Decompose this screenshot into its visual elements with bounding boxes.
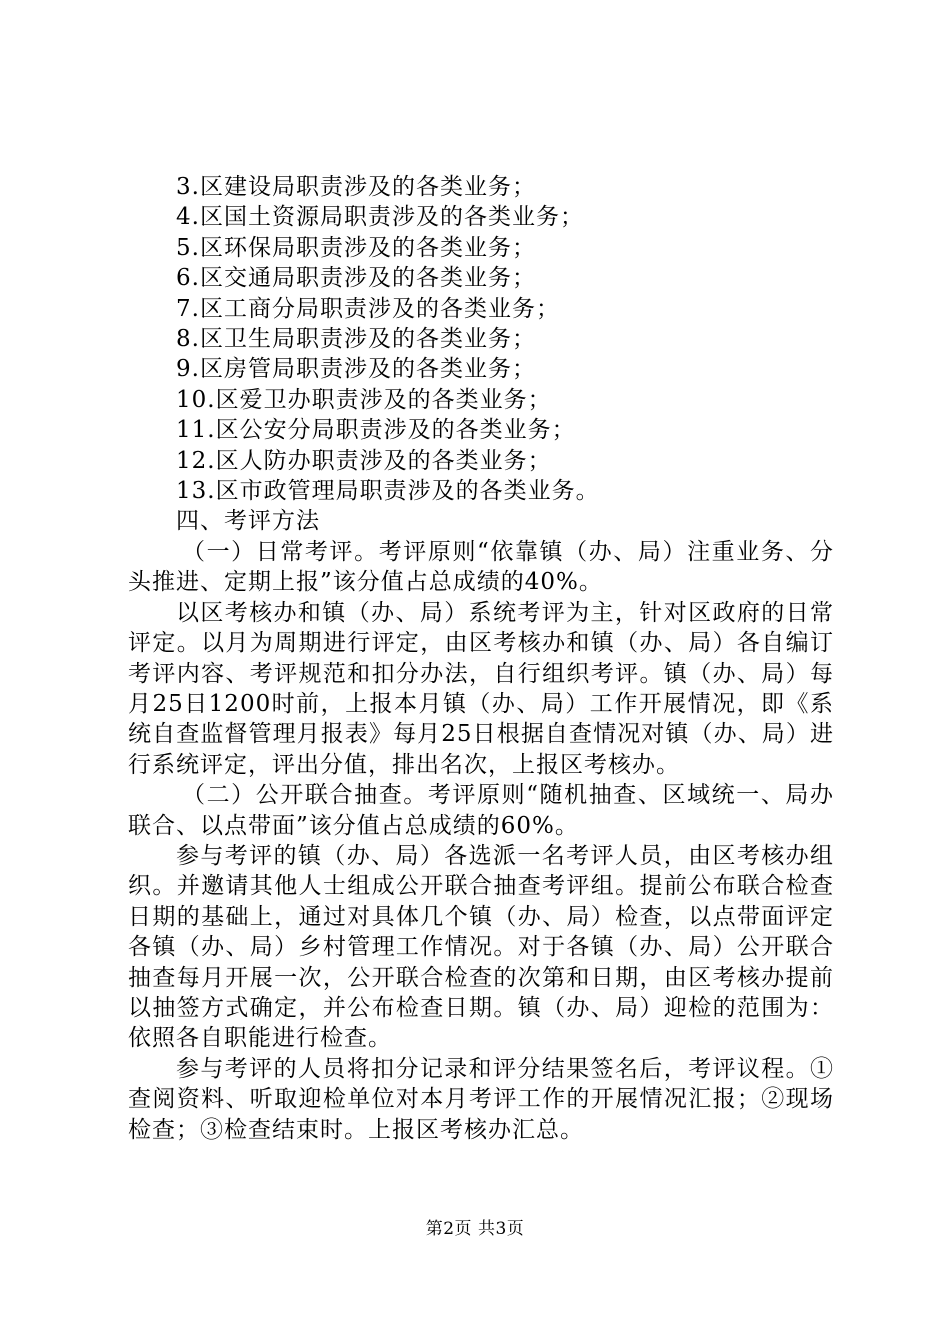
paragraph-daily-assessment-detail: 以区考核办和镇（办、局）系统考评为主，针对区政府的日常评定。以月为周期进行评定，由区考核办和镇（办、局）各自编订考评内容、考评规范和扣分办法，自行组织考评。镇（办、局）每月25日1200时前，上报本月镇（办、局）工作开展情况，即《系统自查监督管理月报表》每月25日根据自查情况对镇（办、局）进行系统评定，评出分值，排出名次，上报区考核办。 <box>128 599 834 778</box>
duty-list <box>128 172 834 506</box>
list-item: 12.区人防办职责涉及的各类业务； <box>176 447 552 474</box>
list-item: 10.区爱卫办职责涉及的各类业务； <box>176 386 552 413</box>
list-item: 9.区房管局职责涉及的各类业务； <box>176 356 536 383</box>
list-item: 4.区国土资源局职责涉及的各类业务； <box>176 204 584 231</box>
list-item: 3.区建设局职责涉及的各类业务； <box>176 174 536 200</box>
page-number-footer: 第2页 共3页 <box>425 1219 525 1239</box>
paragraph-assessment-procedure: 参与考评的人员将扣分记录和评分结果签名后，考评议程。①查阅资料、听取迎检单位对本月考评工作的开展情况汇报；②现场检查；③检查结束时。上报区考核办汇总。 <box>128 1055 834 1143</box>
section-heading: 四、考评方法 <box>176 508 320 535</box>
document-body <box>128 172 834 1145</box>
list-item: 6.区交通局职责涉及的各类业务； <box>176 265 536 292</box>
paragraph-daily-assessment: （一）日常考评。考评原则“依靠镇（办、局）注重业务、分头推进、定期上报”该分值占总成绩的40%。 <box>128 538 834 596</box>
list-item: 11.区公安分局职责涉及的各类业务； <box>176 417 576 444</box>
paragraph-joint-inspection: （二）公开联合抽查。考评原则“随机抽查、区域统一、局办联合、以点带面”该分值占总成绩的60%。 <box>128 782 834 839</box>
list-item: 5.区环保局职责涉及的各类业务； <box>176 234 536 261</box>
list-item: 8.区卫生局职责涉及的各类业务； <box>176 326 536 353</box>
paragraph-joint-inspection-detail: 参与考评的镇（办、局）各选派一名考评人员，由区考核办组织。并邀请其他人士组成公开联合抽查考评组。提前公布联合检查日期的基础上，通过对具体几个镇（办、局）检查，以点带面评定各镇（办、局）乡村管理工作情况。对于各镇（办、局）公开联合抽查每月开展一次，公开联合检查的次第和日期，由区考核办提前以抽签方式确定，并公布检查日期。镇（办、局）迎检的范围为：依照各自职能进行检查。 <box>128 842 834 1052</box>
list-item: 7.区工商分局职责涉及的各类业务； <box>176 295 560 322</box>
list-item: 13.区市政管理局职责涉及的各类业务。 <box>176 478 600 505</box>
